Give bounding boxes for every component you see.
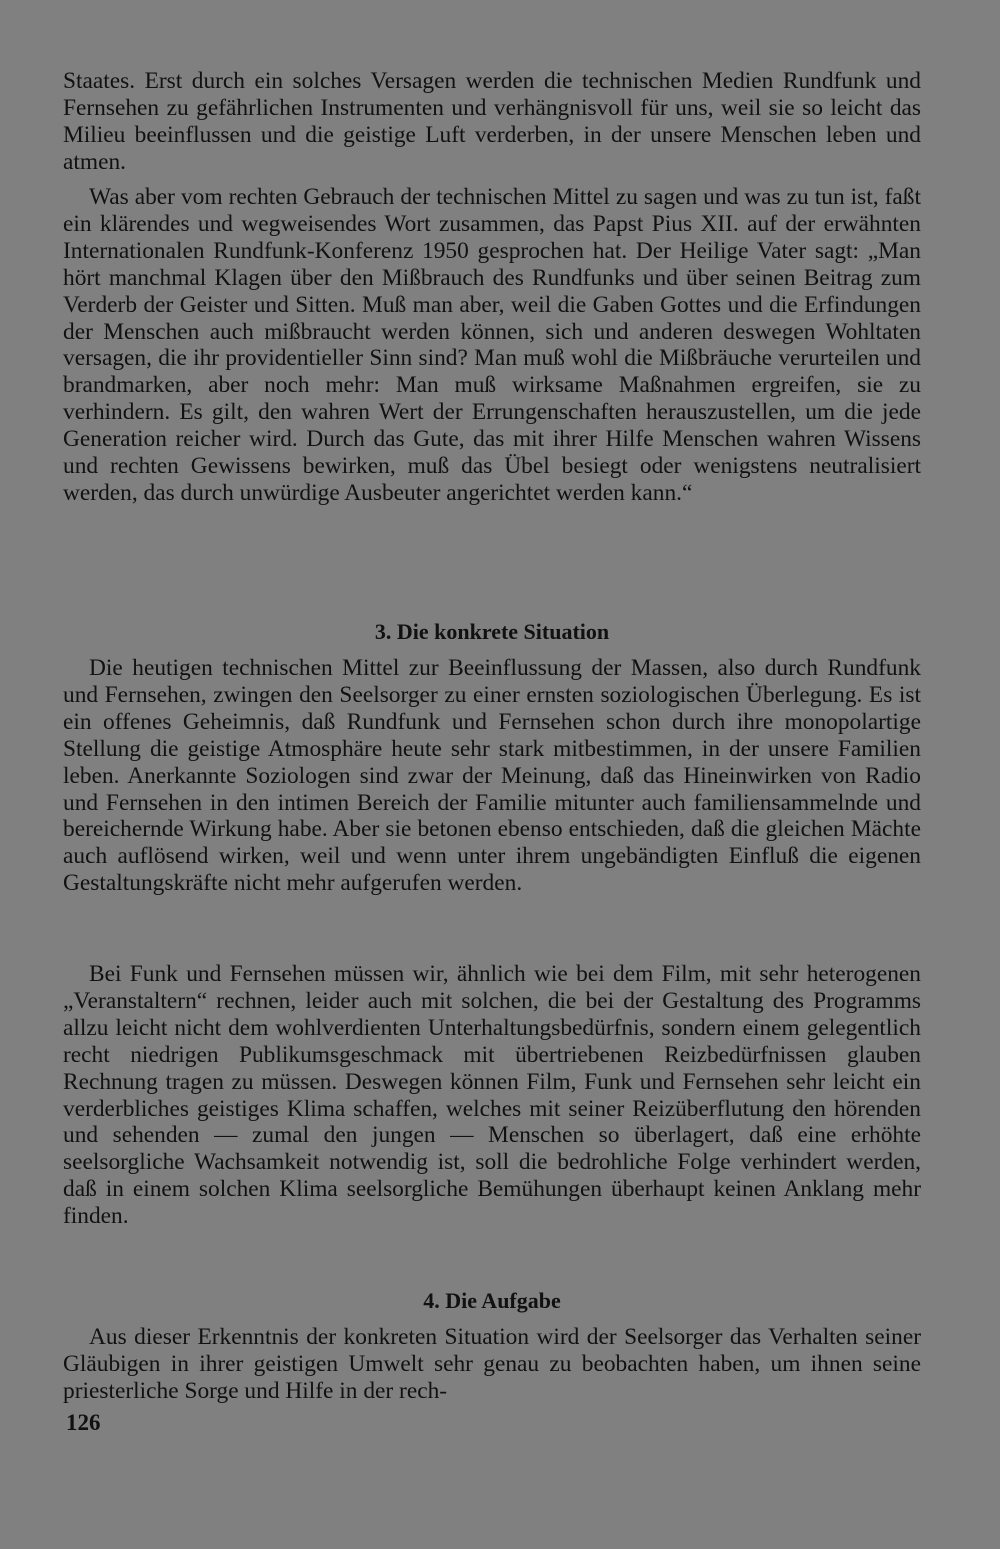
section-heading-4: 4. Die Aufgabe [423, 1288, 561, 1313]
paragraph-3: Die heutigen technischen Mittel zur Beeinflussung der Massen, also durch Rundfunk und Fernsehen, zwingen den Seelsorger zu einer ernsten soziologischen Überlegung. Es ist ein offenes Geheimnis, daß Rundfunk und Fernsehen schon durch ihre monopolartige Stellung die geistige Atmosphäre heute sehr stark mitbestimmen, in der unsere Familien leben. Anerkannte Soziologen sind zwar der Meinung, daß das Hineinwirken von Radio und Fernsehen in den intimen Bereich der Familie mitunter auch familiensammelnde und bereichernde Wirkung habe. Aber sie betonen ebenso entschieden, daß die gleichen Mächte auch auflösend wirken, weil und wenn unter ihrem ungebändigten Einfluß die eigenen Gestaltungskräfte nicht mehr aufgerufen werden. [63, 655, 921, 897]
page-number: 126 [66, 1410, 101, 1435]
paragraph-1: Staates. Erst durch ein solches Versagen werden die technischen Medien Rundfunk und Fernsehen zu gefährlichen Instrumenten und verhängnisvoll für uns, weil sie so leicht das Milieu beeinflussen und die geistige Luft verderben, in der unsere Menschen leben und atmen. [63, 68, 921, 175]
paragraph-5: Aus dieser Erkenntnis der konkreten Situation wird der Seelsorger das Verhalten seiner Gläubigen in ihrer geistigen Umwelt sehr genau zu beobachten haben, um ihnen seine priesterliche Sorge und Hilfe in der rech- [63, 1324, 921, 1404]
page-body [63, 68, 921, 1405]
section-heading-3: 3. Die konkrete Situation [374, 619, 610, 644]
paragraph-4: Bei Funk und Fernsehen müssen wir, ähnlich wie bei dem Film, mit sehr heterogenen „Veranstaltern“ rechnen, leider auch mit solchen, die bei der Gestaltung des Programms allzu leicht nicht dem wohlverdienten Unterhaltungsbedürfnis, sondern einem gelegentlich recht niedrigen Publikumsgeschmack mit übertriebenen Reizbedürfnissen glauben Rechnung tragen zu müssen. Deswegen können Film, Funk und Fernsehen sehr leicht ein verderbliches geistiges Klima schaffen, welches mit seiner Reizüberflutung den hörenden und sehenden — zumal den jungen — Menschen so überlagert, daß eine erhöhte seelsorgliche Wachsamkeit notwendig ist, soll die bedrohliche Folge verhindert werden, daß in einem solchen Klima seelsorgliche Bemühungen überhaupt keinen Anklang mehr finden. [63, 961, 921, 1230]
paragraph-2: Was aber vom rechten Gebrauch der technischen Mittel zu sagen und was zu tun ist, faßt ein klärendes und wegweisendes Wort zusammen, das Papst Pius XII. auf der erwähnten Internationalen Rundfunk-Konferenz 1950 gesprochen hat. Der Heilige Vater sagt: „Man hört manchmal Klagen über den Mißbrauch des Rundfunks und über seinen Beitrag zum Verderb der Geister und Sitten. Muß man aber, weil die Gaben Gottes und die Erfindungen der Menschen auch mißbraucht werden können, sich und anderen deswegen Wohltaten versagen, die ihr providentieller Sinn sind? Man muß wohl die Mißbräuche verurteilen und brandmarken, aber noch mehr: Man muß wirksame Maßnahmen ergreifen, sie zu verhindern. Es gilt, den wahren Wert der Errungenschaften herauszustellen, um die jede Generation reicher wird. Durch das Gute, das mit ihrer Hilfe Menschen wahren Wissens und rechten Gewissens bewirken, muß das Übel besiegt oder wenigstens neutralisiert werden, das durch unwürdige Ausbeuter angerichtet werden kann.“ [63, 184, 921, 506]
